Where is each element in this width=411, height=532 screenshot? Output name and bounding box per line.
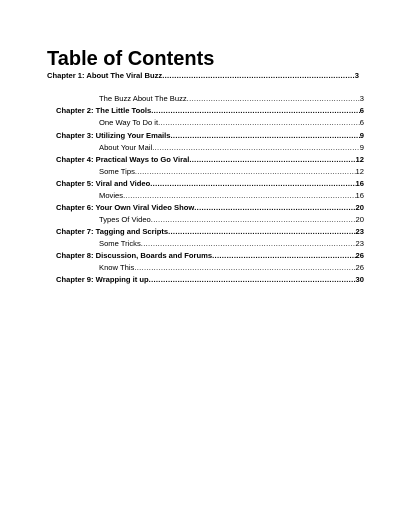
toc-chapter-entry xyxy=(56,227,364,237)
toc-page-number: 20 xyxy=(355,215,364,224)
toc-entry-title: Chapter 5: Viral and Video xyxy=(56,179,151,188)
toc-chapter-entry xyxy=(56,155,364,165)
toc-entry-title: Chapter 6: Your Own Viral Video Show xyxy=(56,203,195,212)
toc-entry-title: Chapter 9: Wrapping it up xyxy=(56,275,149,284)
toc-chapter-entry xyxy=(56,131,364,141)
toc-page-number: 12 xyxy=(355,155,364,164)
toc-entry-title: Chapter 7: Tagging and Scripts xyxy=(56,227,169,236)
toc-chapter-entry xyxy=(56,251,364,261)
dot-leader xyxy=(151,106,360,116)
toc-chapter-entry xyxy=(56,106,364,116)
toc-section-entry xyxy=(99,143,364,153)
toc-entry-title: Know This xyxy=(99,263,135,272)
toc-chapter-entry xyxy=(47,71,359,81)
toc-section-entry xyxy=(99,239,364,249)
toc-page-number: 30 xyxy=(355,275,364,284)
toc-entry-title: The Buzz About The Buzz xyxy=(99,94,187,103)
toc-section-entry xyxy=(99,118,364,128)
toc-section-entry xyxy=(99,191,364,201)
dot-leader xyxy=(171,131,360,141)
toc-entry-title: Chapter 4: Practical Ways to Go Viral xyxy=(56,155,190,164)
toc-entry-title: Chapter 8: Discussion, Boards and Forums xyxy=(56,251,213,260)
toc-page-number: 9 xyxy=(359,143,364,152)
toc-page-number: 3 xyxy=(354,71,359,80)
toc-section-entry xyxy=(99,263,364,273)
toc-page-number: 26 xyxy=(355,263,364,272)
toc-page-number: 12 xyxy=(355,167,364,176)
toc-section-entry xyxy=(99,167,364,177)
toc-entry-title: Some Tricks xyxy=(99,239,141,248)
page-title: Table of Contents xyxy=(47,48,215,70)
toc-entry-title: One Way To Do it xyxy=(99,118,159,127)
toc-entry-title: About Your Mail xyxy=(99,143,153,152)
dot-leader xyxy=(134,263,355,273)
dot-leader xyxy=(150,179,355,189)
toc-page-number: 16 xyxy=(355,191,364,200)
dot-leader xyxy=(187,94,360,104)
toc-chapter-entry xyxy=(56,179,364,189)
dot-leader xyxy=(123,191,355,201)
toc-entry-title: Some Tips xyxy=(99,167,135,176)
toc-entry-title: Types Of Video xyxy=(99,215,151,224)
toc-entry-title: Movies xyxy=(99,191,124,200)
dot-leader xyxy=(149,275,356,285)
toc-section-entry xyxy=(99,94,364,104)
toc-section-entry xyxy=(99,215,364,225)
dot-leader xyxy=(189,155,355,165)
toc-page-number: 9 xyxy=(359,131,364,140)
dot-leader xyxy=(194,203,355,213)
toc-entry-title: Chapter 2: The Little Tools xyxy=(56,106,152,115)
toc-page-number: 23 xyxy=(355,239,364,248)
toc-chapter-entry xyxy=(56,275,364,285)
dot-leader xyxy=(135,167,356,177)
toc-page-number: 6 xyxy=(359,106,364,115)
toc-page-number: 20 xyxy=(355,203,364,212)
dot-leader xyxy=(162,71,355,81)
toc-page-number: 3 xyxy=(359,94,364,103)
dot-leader xyxy=(158,118,360,128)
toc-chapter-entry xyxy=(56,203,364,213)
toc-page-number: 16 xyxy=(355,179,364,188)
dot-leader xyxy=(168,227,355,237)
dot-leader xyxy=(151,215,356,225)
toc-entry-title: Chapter 1: About The Viral Buzz xyxy=(47,71,163,80)
toc-entry-title: Chapter 3: Utilizing Your Emails xyxy=(56,131,171,140)
dot-leader xyxy=(212,251,355,261)
toc-page-number: 26 xyxy=(355,251,364,260)
toc-page-number: 6 xyxy=(359,118,364,127)
dot-leader xyxy=(152,143,360,153)
toc-page-number: 23 xyxy=(355,227,364,236)
dot-leader xyxy=(141,239,356,249)
